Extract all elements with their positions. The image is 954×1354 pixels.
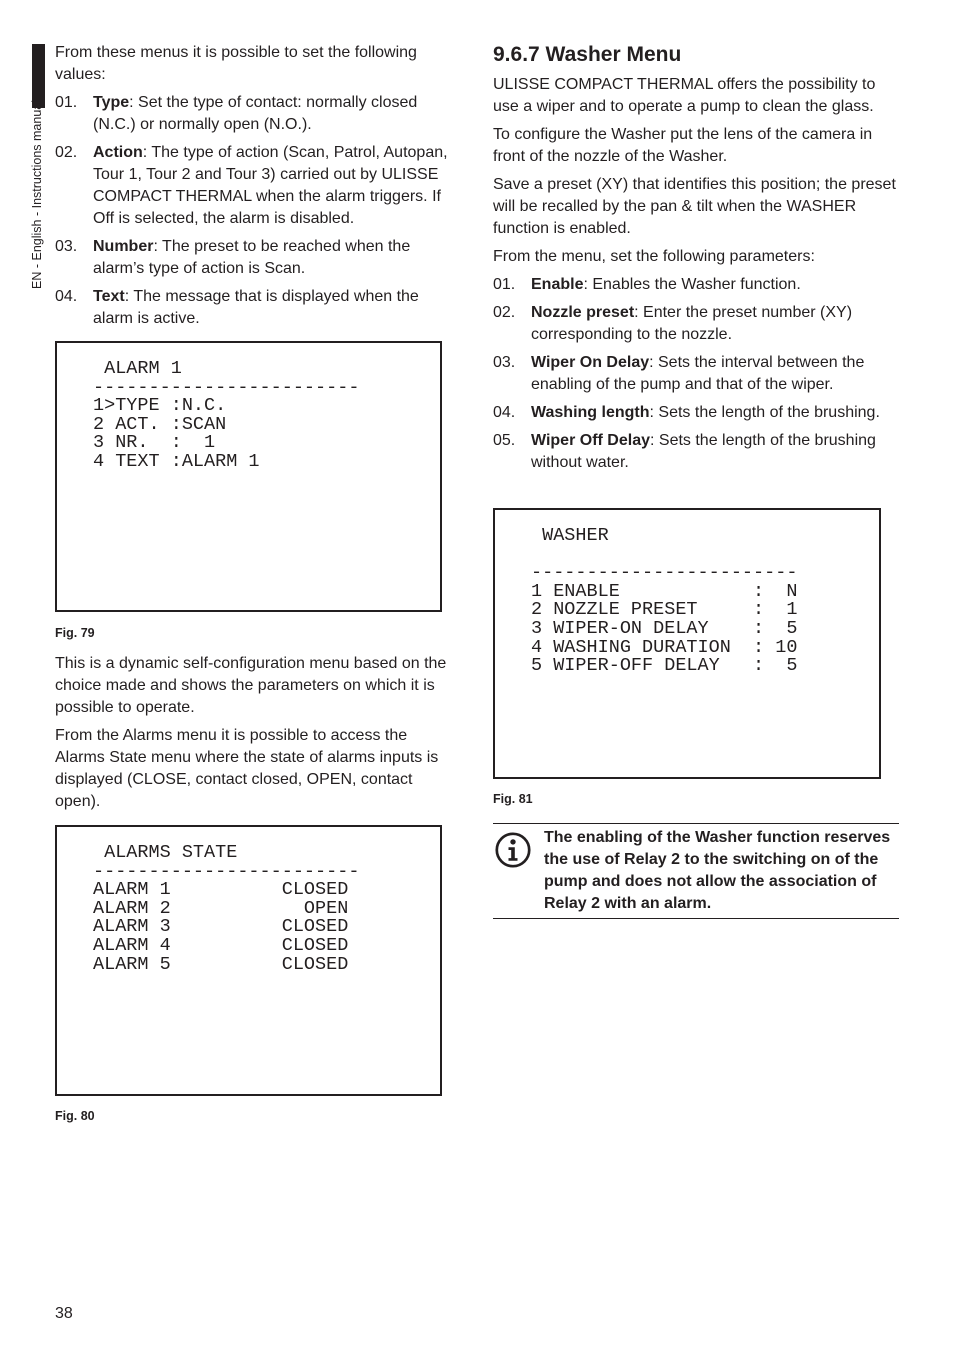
list-term: Number xyxy=(93,238,154,255)
list-text: : The type of action (Scan, Patrol, Autopan, Tour 1, Tour 2 and Tour 3) carried out by ULISSE COMPACT THERMAL when the alarm triggers. If Off is selected, the alarm is disabled. xyxy=(93,144,448,227)
list-item xyxy=(493,352,901,396)
fig79-caption: Fig. 79 xyxy=(55,626,95,640)
list-term: Nozzle preset xyxy=(531,304,635,321)
right-column xyxy=(493,42,901,480)
list-item xyxy=(55,286,460,330)
list-number: 05. xyxy=(493,432,516,449)
list-item xyxy=(55,92,460,136)
section-heading: 9.6.7 Washer Menu xyxy=(493,43,682,66)
fig80-alarms-state-screen xyxy=(55,825,442,1096)
alarms-state-paragraph: From the Alarms menu it is possible to access the Alarms State menu where the state of alarms inputs is displayed (CLOSE, contact closed, OPEN, contact open). xyxy=(55,727,439,810)
list-item xyxy=(493,430,901,474)
list-term: Action xyxy=(93,144,143,161)
list-number: 02. xyxy=(55,144,78,161)
list-number: 03. xyxy=(55,238,78,255)
alarm-menu-text: ALARM 1 ------------------------ 1>TYPE :N.C. 2 ACT. :SCAN 3 NR. : 1 4 TEXT :ALARM 1 xyxy=(93,358,360,472)
list-number: 01. xyxy=(493,276,516,293)
list-number: 02. xyxy=(493,304,516,321)
washer-parameters-paragraph: From the menu, set the following parameters: xyxy=(493,248,815,265)
dynamic-menu-paragraph: This is a dynamic self-configuration menu based on the choice made and shows the parameters on which it is possible to operate. xyxy=(55,655,447,716)
list-number: 01. xyxy=(55,94,78,111)
list-item xyxy=(55,236,460,280)
left-column xyxy=(55,42,460,336)
fig81-washer-menu-screen xyxy=(493,508,881,779)
left-intro: From these menus it is possible to set the following values: xyxy=(55,44,417,83)
list-text: : Sets the length of the brushing. xyxy=(649,404,880,421)
page-number: 38 xyxy=(55,1305,73,1322)
alarms-state-text: ALARMS STATE ------------------------ ALARM 1 CLOSED ALARM 2 OPEN ALARM 3 CLOSED ALARM 4 CLOSED ALARM 5 CLOSED xyxy=(93,842,360,975)
list-term: Wiper Off Delay xyxy=(531,432,650,449)
washer-intro-paragraph: ULISSE COMPACT THERMAL offers the possibility to use a wiper and to operate a pump to clean the glass. xyxy=(493,76,876,115)
list-number: 04. xyxy=(493,404,516,421)
list-text: : The preset to be reached when the alarm’s type of action is Scan. xyxy=(93,238,411,277)
note-box xyxy=(493,823,899,919)
list-item xyxy=(493,274,901,296)
list-text: : The message that is displayed when the alarm is active. xyxy=(93,288,419,327)
left-middle-text xyxy=(55,653,460,819)
list-term: Enable xyxy=(531,276,584,293)
fig81-caption: Fig. 81 xyxy=(493,792,533,806)
list-text: : Sets the length of the brushing without water. xyxy=(531,432,876,471)
washer-preset-paragraph: Save a preset (XY) that identifies this position; the preset will be recalled by the pan & tilt when the WASHER function is enabled. xyxy=(493,176,896,237)
fig80-caption: Fig. 80 xyxy=(55,1109,95,1123)
washer-configure-paragraph: To configure the Washer put the lens of the camera in front of the nozzle of the Washer. xyxy=(493,126,873,165)
list-text: : Sets the interval between the enabling of the pump and that of the wiper. xyxy=(531,354,865,393)
side-label: EN - English - Instructions manual xyxy=(30,100,44,289)
list-number: 03. xyxy=(493,354,516,371)
list-text: : Enter the preset number (XY) corresponding to the nozzle. xyxy=(531,304,853,343)
washer-menu-text: WASHER ------------------------ 1 ENABLE : N 2 NOZZLE PRESET : 1 3 WIPER-ON DELAY : 5 4 WASHING DURATION : 10 5 WIPER-OFF DELAY : 5 xyxy=(531,525,798,677)
list-text: : Enables the Washer function. xyxy=(583,276,801,293)
list-term: Type xyxy=(93,94,130,111)
list-number: 04. xyxy=(55,288,78,305)
list-text: : Set the type of contact: normally closed (N.C.) or normally open (N.O.). xyxy=(93,94,418,133)
list-term: Washing length xyxy=(531,404,650,421)
note-text: The enabling of the Washer function reserves the use of Relay 2 to the switching on of the pump and does not allow the association of Relay 2 with an alarm. xyxy=(544,829,891,912)
fig79-alarm-menu-screen xyxy=(55,341,442,612)
list-term: Text xyxy=(93,288,125,305)
info-icon xyxy=(495,832,531,868)
list-term: Wiper On Delay xyxy=(531,354,650,371)
list-item xyxy=(493,302,901,346)
list-item xyxy=(493,402,901,424)
sidebar-tab-marker xyxy=(32,44,45,108)
list-item xyxy=(55,142,460,230)
